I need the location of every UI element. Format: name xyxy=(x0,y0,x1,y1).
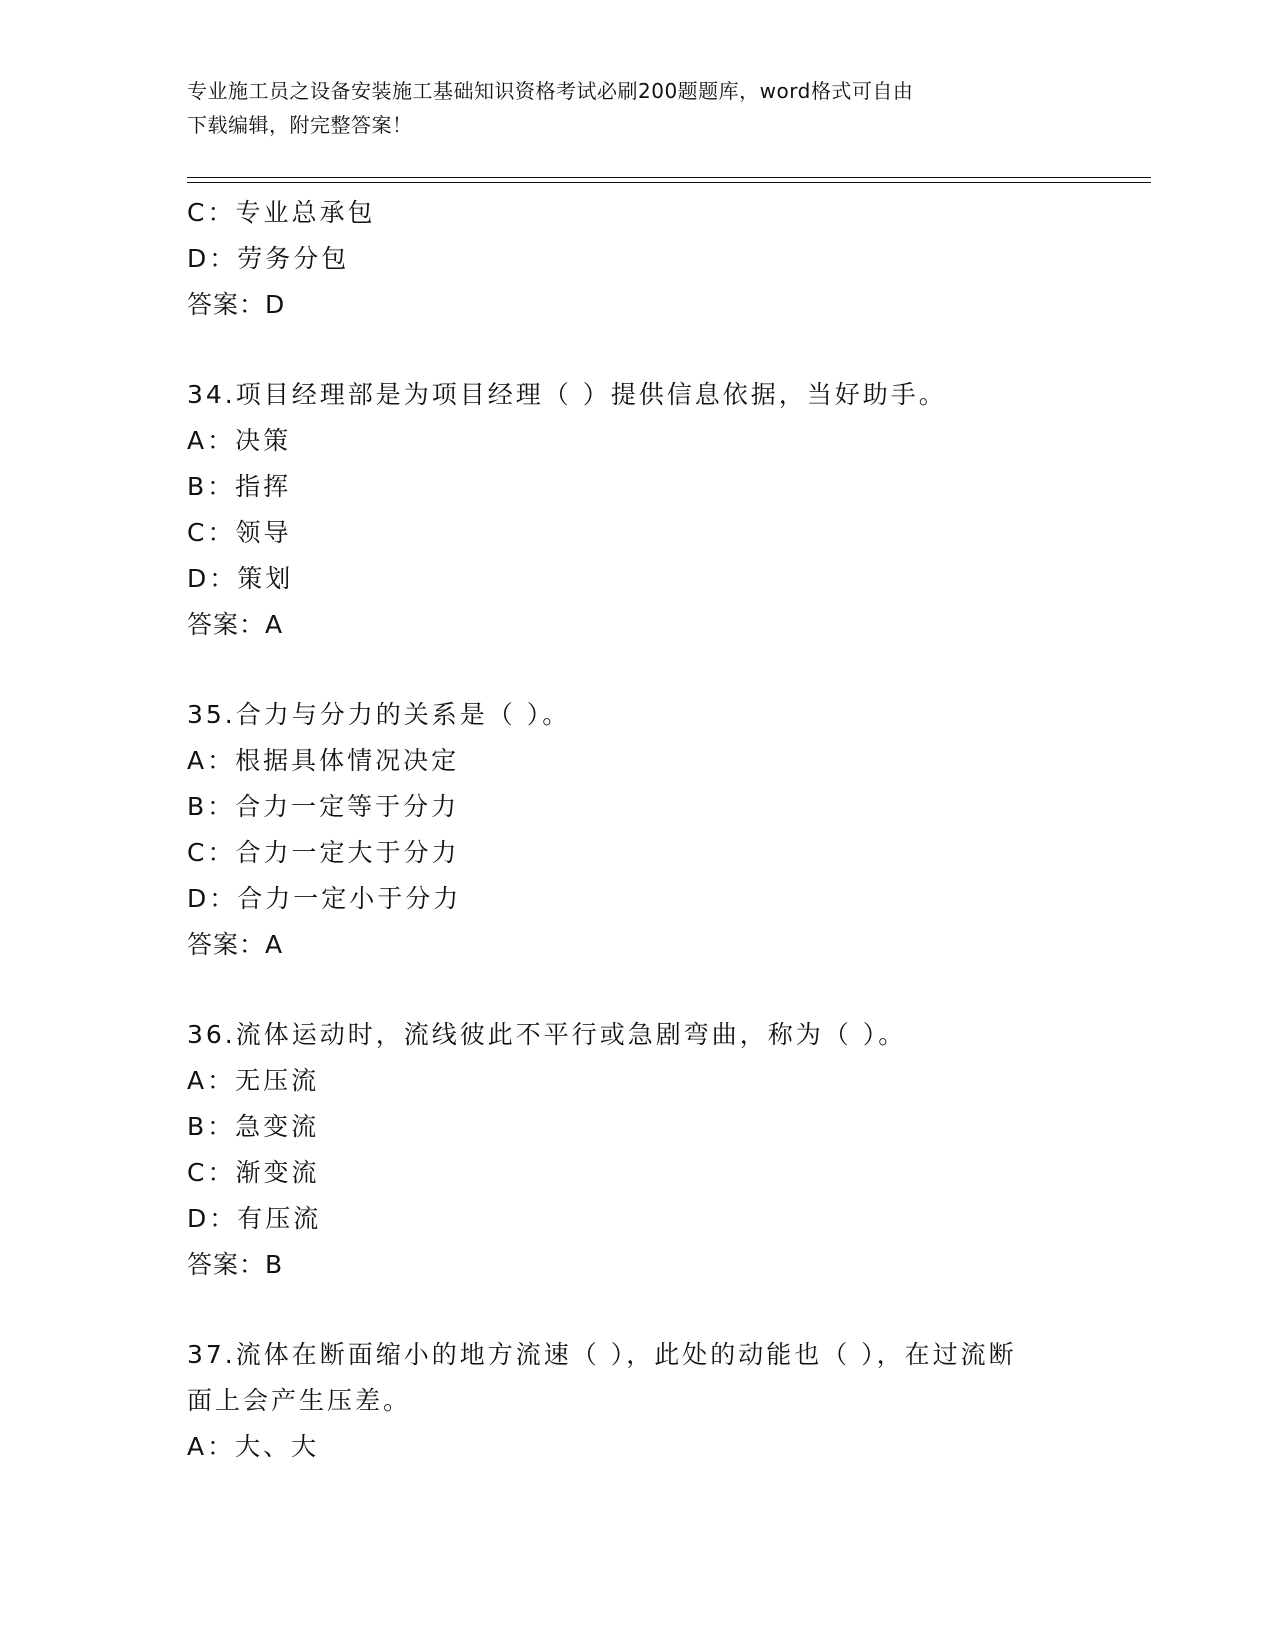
option-b: B：急变流 xyxy=(187,1112,320,1141)
option-d: D：劳务分包 xyxy=(187,244,350,273)
header-divider-top xyxy=(187,177,1151,178)
answer-line: 答案：B xyxy=(187,1250,284,1279)
question-37 xyxy=(187,1332,1087,1470)
spacer xyxy=(187,1288,1087,1332)
option-c: C：合力一定大于分力 xyxy=(187,838,460,867)
option-a: A：根据具体情况决定 xyxy=(187,746,460,775)
option-a: A：无压流 xyxy=(187,1066,320,1095)
option-a: A：大、大 xyxy=(187,1432,320,1461)
question-33-partial xyxy=(187,190,1087,328)
option-c: C：专业总承包 xyxy=(187,198,376,227)
option-b: B：合力一定等于分力 xyxy=(187,792,460,821)
option-d: D：策划 xyxy=(187,564,294,593)
option-c: C：渐变流 xyxy=(187,1158,320,1187)
option-d: D：合力一定小于分力 xyxy=(187,884,462,913)
question-stem: 36.流体运动时，流线彼此不平行或急剧弯曲，称为（ ）。 xyxy=(187,1020,907,1049)
question-34 xyxy=(187,372,1087,648)
question-35 xyxy=(187,692,1087,968)
question-list xyxy=(187,190,1087,1470)
spacer xyxy=(187,648,1087,692)
option-d: D：有压流 xyxy=(187,1204,322,1233)
spacer xyxy=(187,328,1087,372)
question-stem: 35.合力与分力的关系是（ ）。 xyxy=(187,700,571,729)
option-b: B：指挥 xyxy=(187,472,292,501)
question-stem: 34.项目经理部是为项目经理（ ）提供信息依据，当好助手。 xyxy=(187,380,947,409)
header-divider-bottom xyxy=(187,182,1151,183)
option-a: A：决策 xyxy=(187,426,292,455)
answer-line: 答案：A xyxy=(187,930,284,959)
header-line-2: 下载编辑，附完整答案！ xyxy=(187,113,413,137)
spacer xyxy=(187,968,1087,1012)
question-stem-line-1: 37.流体在断面缩小的地方流速（ ），此处的动能也（ ），在过流断 xyxy=(187,1340,1017,1369)
question-36 xyxy=(187,1012,1087,1288)
answer-line: 答案：A xyxy=(187,610,284,639)
option-c: C：领导 xyxy=(187,518,292,547)
document-header xyxy=(187,74,1087,142)
question-stem-line-2: 面上会产生压差。 xyxy=(187,1386,412,1415)
answer-line: 答案：D xyxy=(187,290,286,319)
header-line-1: 专业施工员之设备安装施工基础知识资格考试必刷200题题库，word格式可自由 xyxy=(187,79,914,103)
